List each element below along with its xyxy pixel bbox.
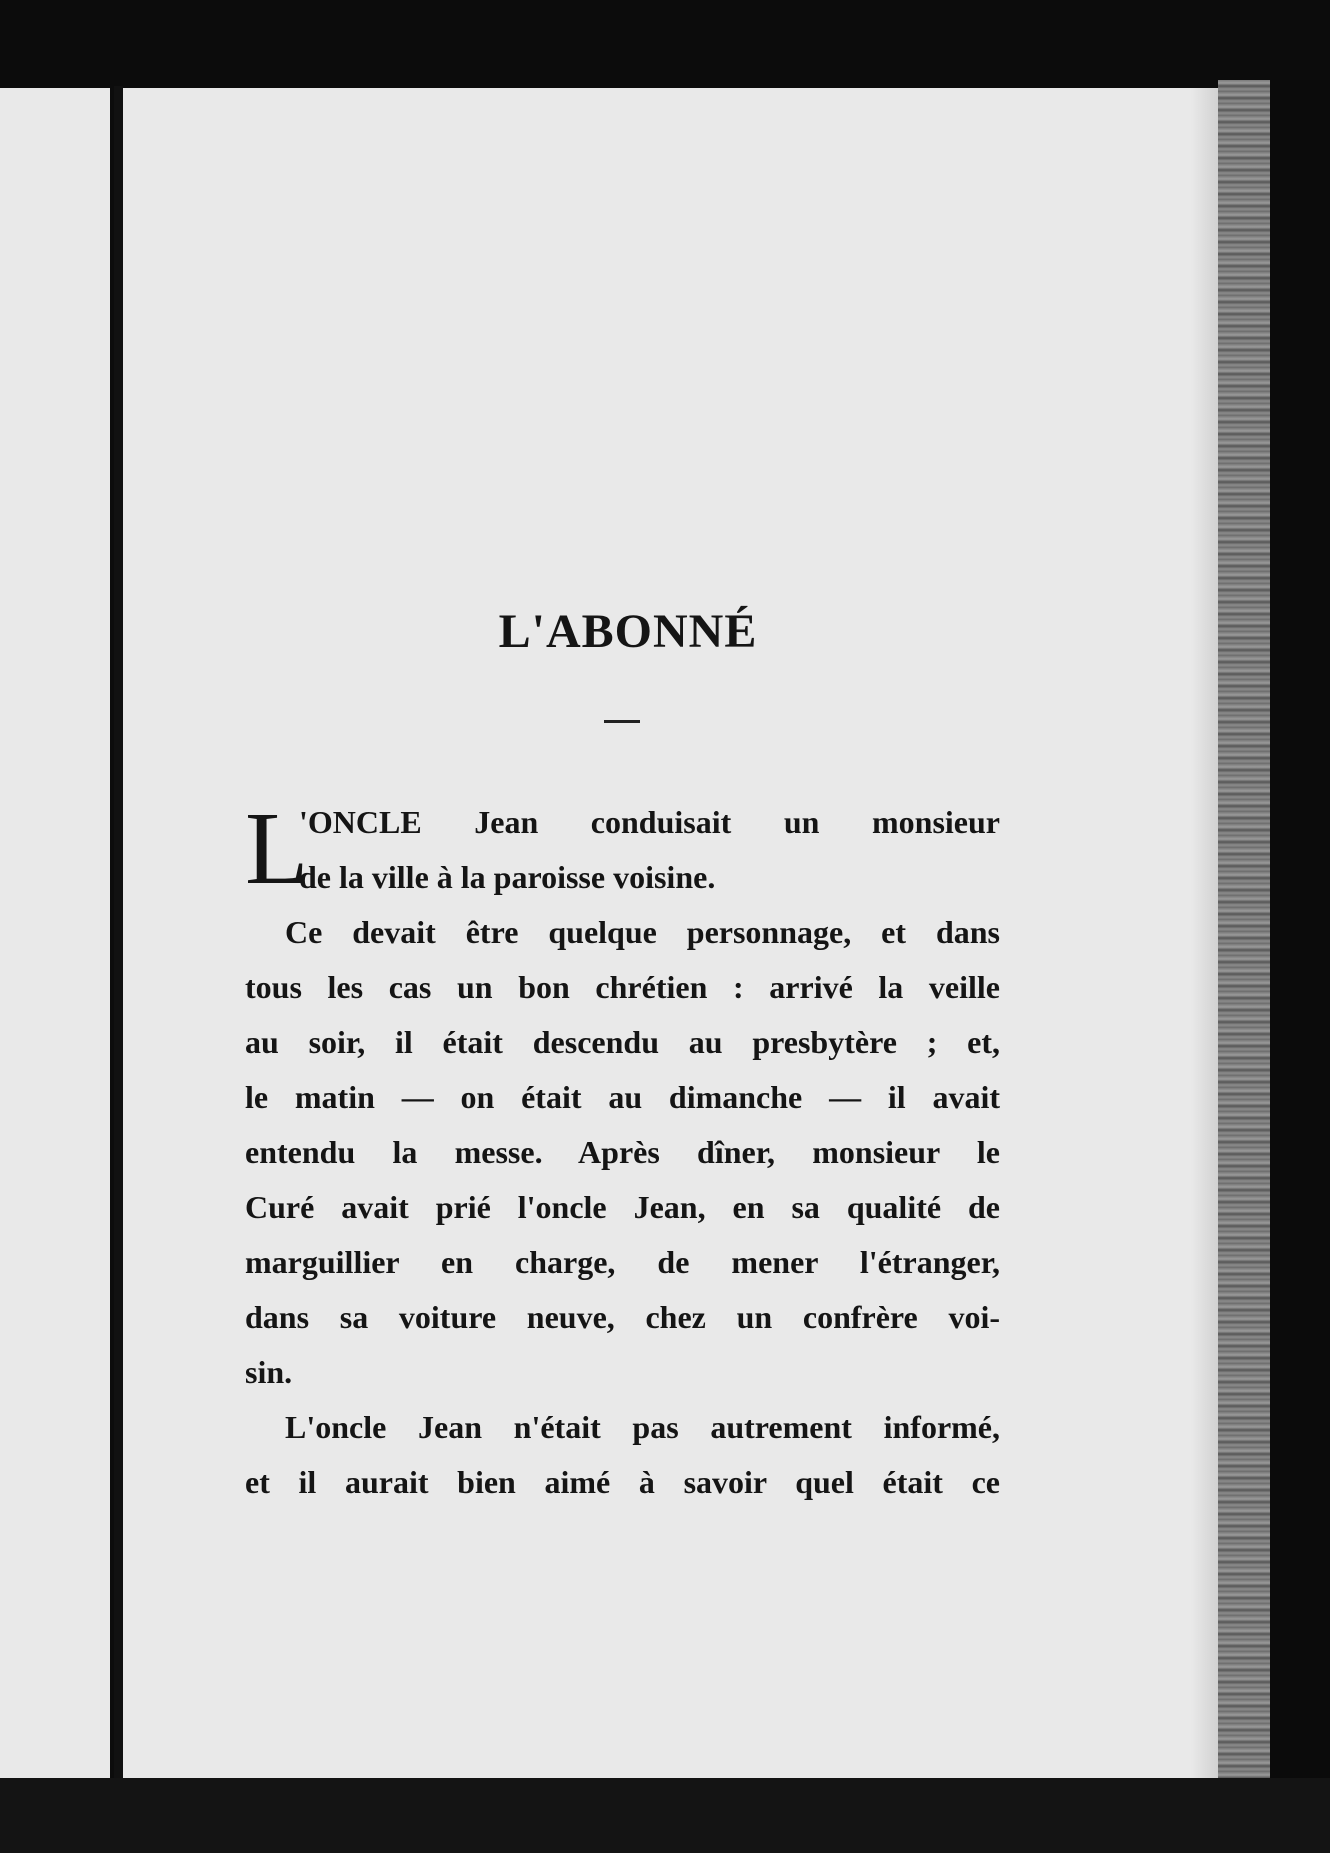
text-line-7: entendu la messe. Après dîner, monsieur le [245, 1134, 1000, 1170]
body-text [245, 791, 1000, 1510]
text-line-12: L'oncle Jean n'était pas autrement informé, [285, 1409, 1000, 1445]
text-line-9: marguillier en charge, de mener l'étranger, [245, 1244, 1000, 1280]
text-line-2: de la ville à la paroisse voisine. [299, 859, 716, 895]
background-right [1270, 80, 1330, 1853]
chapter-title: L'ABONNÉ [498, 605, 758, 658]
text-line-6: le matin — on était au dimanche — il avait [245, 1079, 1000, 1115]
facing-page-edge [0, 88, 110, 1778]
text-line-13: et il aurait bien aimé à savoir quel était ce [245, 1464, 1000, 1500]
page-curve-shade [1191, 88, 1221, 1778]
text-line-5: au soir, il était descendu au presbytère ; et, [245, 1024, 1000, 1060]
text-line-11: sin. [245, 1354, 293, 1390]
page-gutter-shadow [114, 86, 123, 1786]
text-line-8: Curé avait prié l'oncle Jean, en sa qualité de [245, 1189, 1000, 1225]
opening-paragraph [245, 791, 1000, 906]
text-line-4: tous les cas un bon chrétien : arrivé la veille [245, 969, 1000, 1005]
book-spine-edge [1218, 80, 1270, 1780]
title-separator-rule [604, 720, 640, 723]
background-bottom [0, 1778, 1330, 1853]
text-line-10: dans sa voiture neuve, chez un confrère voi- [245, 1299, 1000, 1335]
drop-cap-letter: L [245, 791, 309, 906]
text-line-3: Ce devait être quelque personnage, et dans [285, 914, 1000, 950]
text-line-1: 'ONCLE Jean conduisait un monsieur [299, 804, 1000, 840]
